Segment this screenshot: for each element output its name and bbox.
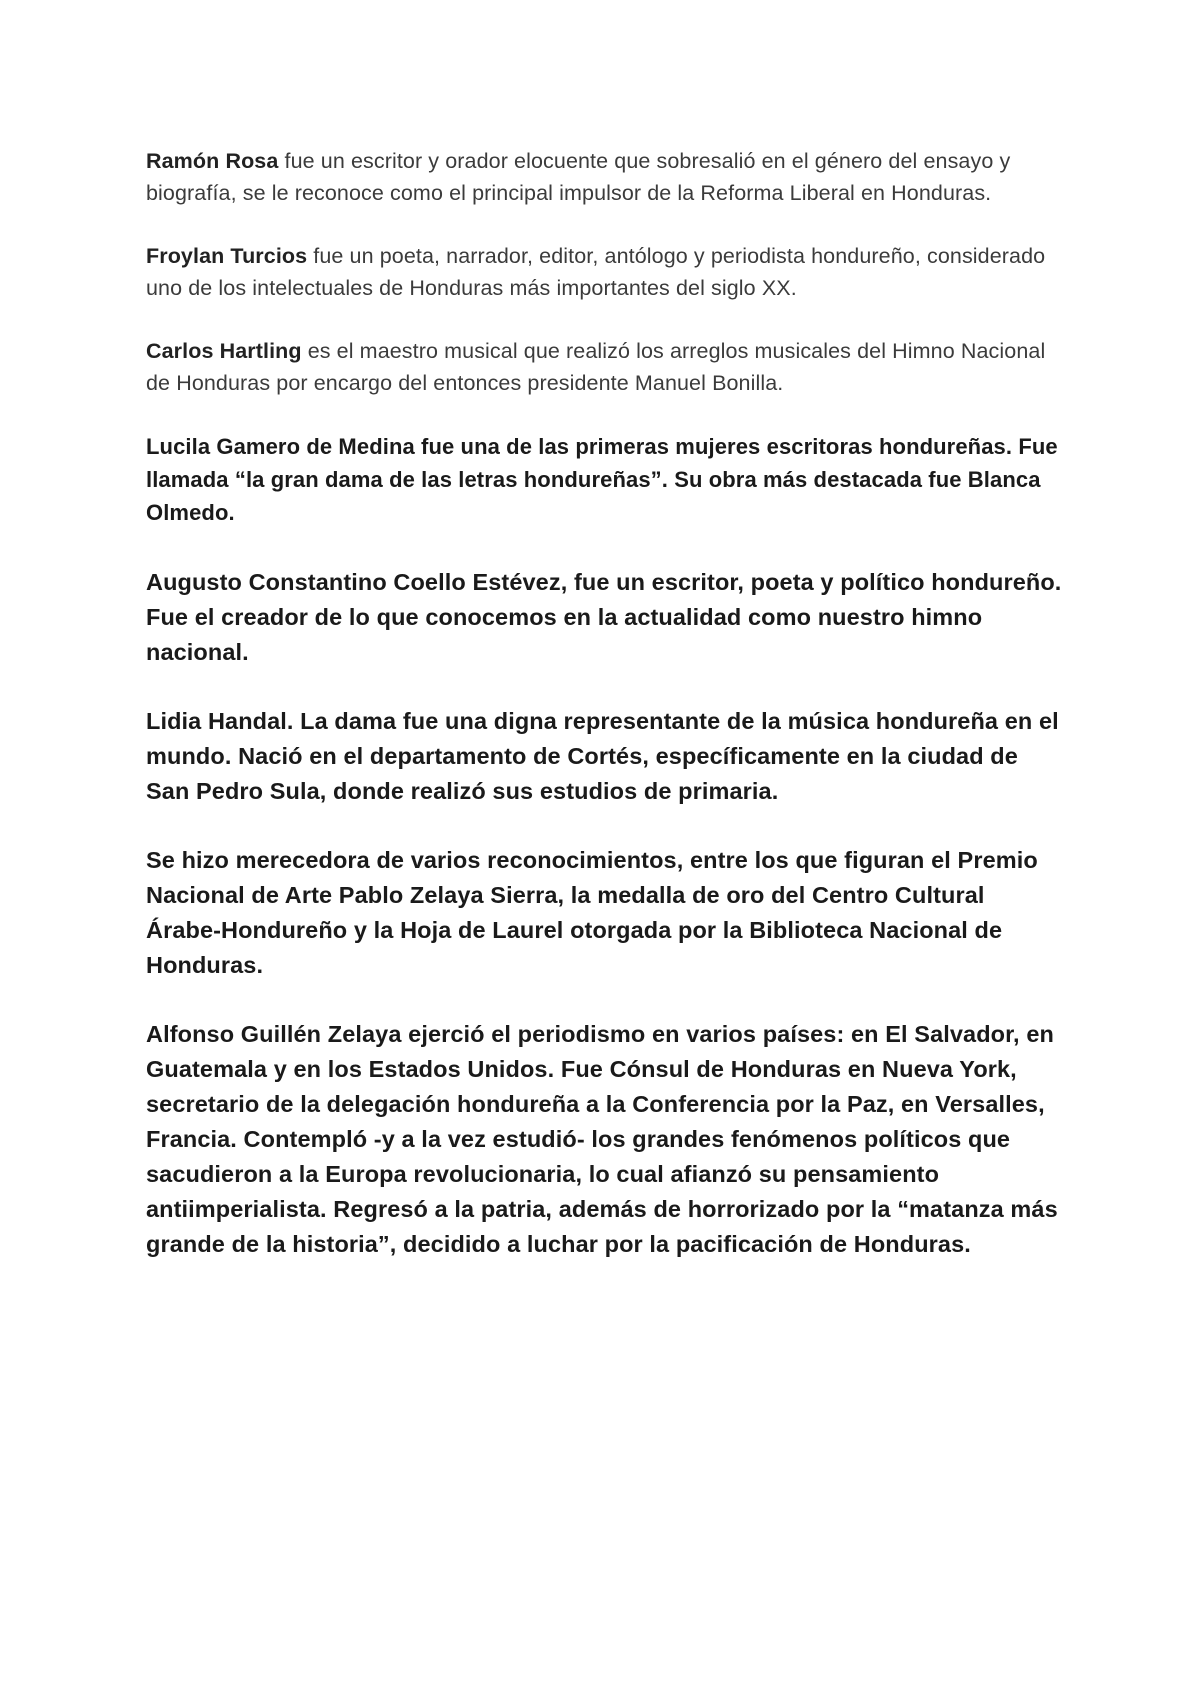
paragraph-lucila-gamero bbox=[146, 430, 1066, 529]
person-name: Froylan Turcios bbox=[146, 244, 308, 268]
paragraph-text: fue un escritor y orador elocuente que sobresalió en el género del ensayo y biografía, se le reconoce como el principal impulsor de la Reforma Liberal en Honduras. bbox=[146, 149, 1011, 205]
paragraph-text: Se hizo merecedora de varios reconocimientos, entre los que figuran el Premio Nacional de Arte Pablo Zelaya Sierra, la medalla de oro del Centro Cultural Árabe-Hondureño y la Hoja de Laurel otorgada por la Biblioteca Nacional de Honduras. bbox=[146, 847, 1038, 978]
document-body bbox=[146, 145, 1066, 1296]
person-name: Lucila Gamero de Medina bbox=[146, 434, 415, 459]
paragraph-text: . La dama fue una digna representante de la música hondureña en el mundo. Nació en el departamento de Cortés, específicamente en la ciudad de San Pedro Sula, donde realizó sus estudios de primaria. bbox=[146, 708, 1059, 804]
person-name: Lidia Handal bbox=[146, 708, 287, 734]
paragraph-lidia-handal-awards bbox=[146, 843, 1066, 983]
paragraph-alfonso-guillen bbox=[146, 1017, 1066, 1262]
paragraph-ramon-rosa bbox=[146, 145, 1066, 209]
paragraph-augusto-coello bbox=[146, 565, 1066, 670]
paragraph-carlos-hartling bbox=[146, 335, 1066, 399]
paragraph-text: fue una de las primeras mujeres escritoras hondureñas. Fue llamada “la gran dama de las letras hondureñas”. Su obra más destacada fue Blanca Olmedo. bbox=[146, 434, 1058, 525]
paragraph-lidia-handal bbox=[146, 704, 1066, 809]
person-name: Augusto Constantino Coello Estévez bbox=[146, 569, 561, 595]
paragraph-text: , fue un escritor, poeta y político hondureño. Fue el creador de lo que conocemos en la actualidad como nuestro himno nacional. bbox=[146, 569, 1062, 665]
person-name: Carlos Hartling bbox=[146, 339, 302, 363]
person-name: Ramón Rosa bbox=[146, 149, 279, 173]
paragraph-text: fue un poeta, narrador, editor, antólogo y periodista hondureño, considerado uno de los intelectuales de Honduras más importantes del siglo XX. bbox=[146, 244, 1046, 300]
paragraph-text: es el maestro musical que realizó los arreglos musicales del Himno Nacional de Honduras por encargo del entonces presidente Manuel Bonilla. bbox=[146, 339, 1046, 395]
person-name: Alfonso Guillén Zelaya bbox=[146, 1021, 402, 1047]
paragraph-text: ejerció el periodismo en varios países: en El Salvador, en Guatemala y en los Estados Unidos. Fue Cónsul de Honduras en Nueva York, secretario de la delegación hondureña a la Conferencia por la Paz, en Versalles, Francia. Contempló -y a la vez estudió- los grandes fenómenos políticos que sacudieron a la Europa revolucionaria, lo cual afianzó su pensamiento antiimperialista. Regresó a la patria, además de horrorizado por la “matanza más grande de la historia”, decidido a luchar por la pacificación de Honduras. bbox=[146, 1021, 1058, 1257]
paragraph-froylan-turcios bbox=[146, 240, 1066, 304]
